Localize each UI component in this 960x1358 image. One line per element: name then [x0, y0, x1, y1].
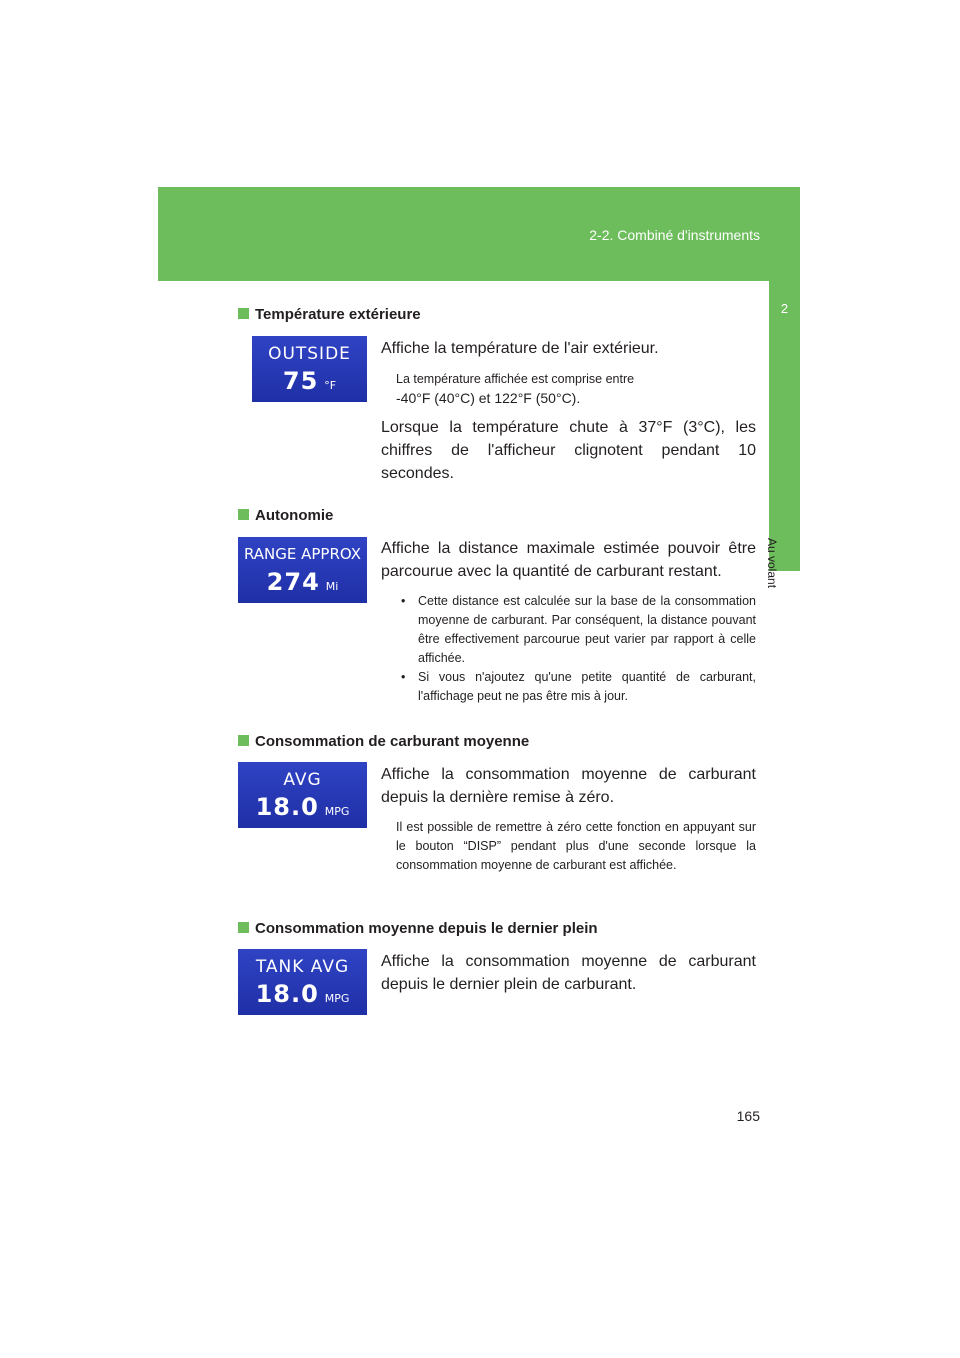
display-label: OUTSIDE: [268, 344, 351, 364]
square-bullet-icon: [238, 308, 249, 319]
square-bullet-icon: [238, 735, 249, 746]
square-bullet-icon: [238, 509, 249, 520]
avg-display: [238, 762, 367, 828]
chapter-number: 2: [780, 301, 789, 316]
outside-temp-blink-text: Lorsque la température chute à 37°F (3°C), les chiffres de l'afficheur clignotent pendant 10 secondes.: [381, 419, 756, 482]
tank-avg-description: Affiche la consommation moyenne de carburant depuis le dernier plein de carburant.: [381, 953, 756, 993]
section-heading-range: [238, 507, 333, 524]
display-label: TANK AVG: [255, 957, 350, 977]
display-value: 75: [282, 367, 319, 395]
tank-avg-display: [238, 949, 367, 1015]
chapter-side-label: Au volant: [765, 538, 779, 589]
display-value: 274: [266, 568, 320, 596]
outside-temp-description: Affiche la température de l'air extérieur.: [381, 340, 659, 357]
section-heading-text: Température extérieure: [255, 306, 421, 323]
display-value-row: [238, 980, 367, 1008]
section-heading-text: Consommation de carburant moyenne: [255, 733, 530, 750]
section-heading-outside-temp: [238, 306, 421, 323]
display-unit: MPG: [324, 805, 350, 818]
chapter-header: [158, 187, 800, 281]
display-value-row: [238, 793, 367, 821]
range-notes-list: [398, 592, 756, 706]
avg-reset-note: Il est possible de remettre à zéro cette fonction en appuyant sur le bouton “DISP” pendant plus d'une seconde lorsque la consommation moyenne de carburant est affichée.: [396, 820, 756, 872]
display-unit: °F: [324, 379, 337, 392]
display-unit: MPG: [324, 992, 350, 1005]
list-item: • Si vous n'ajoutez qu'une petite quantité de carburant, l'affichage peut ne pas être mis à jour.: [398, 668, 756, 706]
display-value-row: [238, 568, 367, 596]
chapter-title: 2-2. Combiné d'instruments: [589, 227, 760, 243]
avg-description: Affiche la consommation moyenne de carburant depuis la dernière remise à zéro.: [381, 766, 756, 806]
outside-temp-display: [252, 336, 367, 402]
display-unit: Mi: [325, 580, 339, 593]
display-label: AVG: [283, 770, 322, 790]
section-heading-avg: [238, 733, 529, 750]
display-value: 18.0: [255, 980, 319, 1008]
section-heading-tank-avg: [238, 920, 598, 937]
square-bullet-icon: [238, 922, 249, 933]
range-display: [238, 537, 367, 603]
list-item: • Cette distance est calculée sur la base de la consommation moyenne de carburant. Par conséquent, la distance pouvant être effectivement parcourue peut varier par rapport à celle affichée.: [398, 592, 756, 668]
section-heading-text: Consommation moyenne depuis le dernier plein: [255, 920, 598, 937]
range-description: Affiche la distance maximale estimée pouvoir être parcourue avec la quantité de carburant restant.: [381, 540, 756, 580]
outside-temp-note-2: -40°F (40°C) et 122°F (50°C).: [396, 390, 581, 406]
outside-temp-note-1: La température affichée est comprise entre: [396, 372, 635, 386]
section-heading-text: Autonomie: [255, 507, 334, 524]
display-value: 18.0: [255, 793, 319, 821]
display-label: RANGE APPROX: [243, 545, 362, 563]
display-value-row: [252, 367, 367, 395]
chapter-side-tab: [769, 281, 800, 571]
page-number: 165: [736, 1108, 760, 1124]
